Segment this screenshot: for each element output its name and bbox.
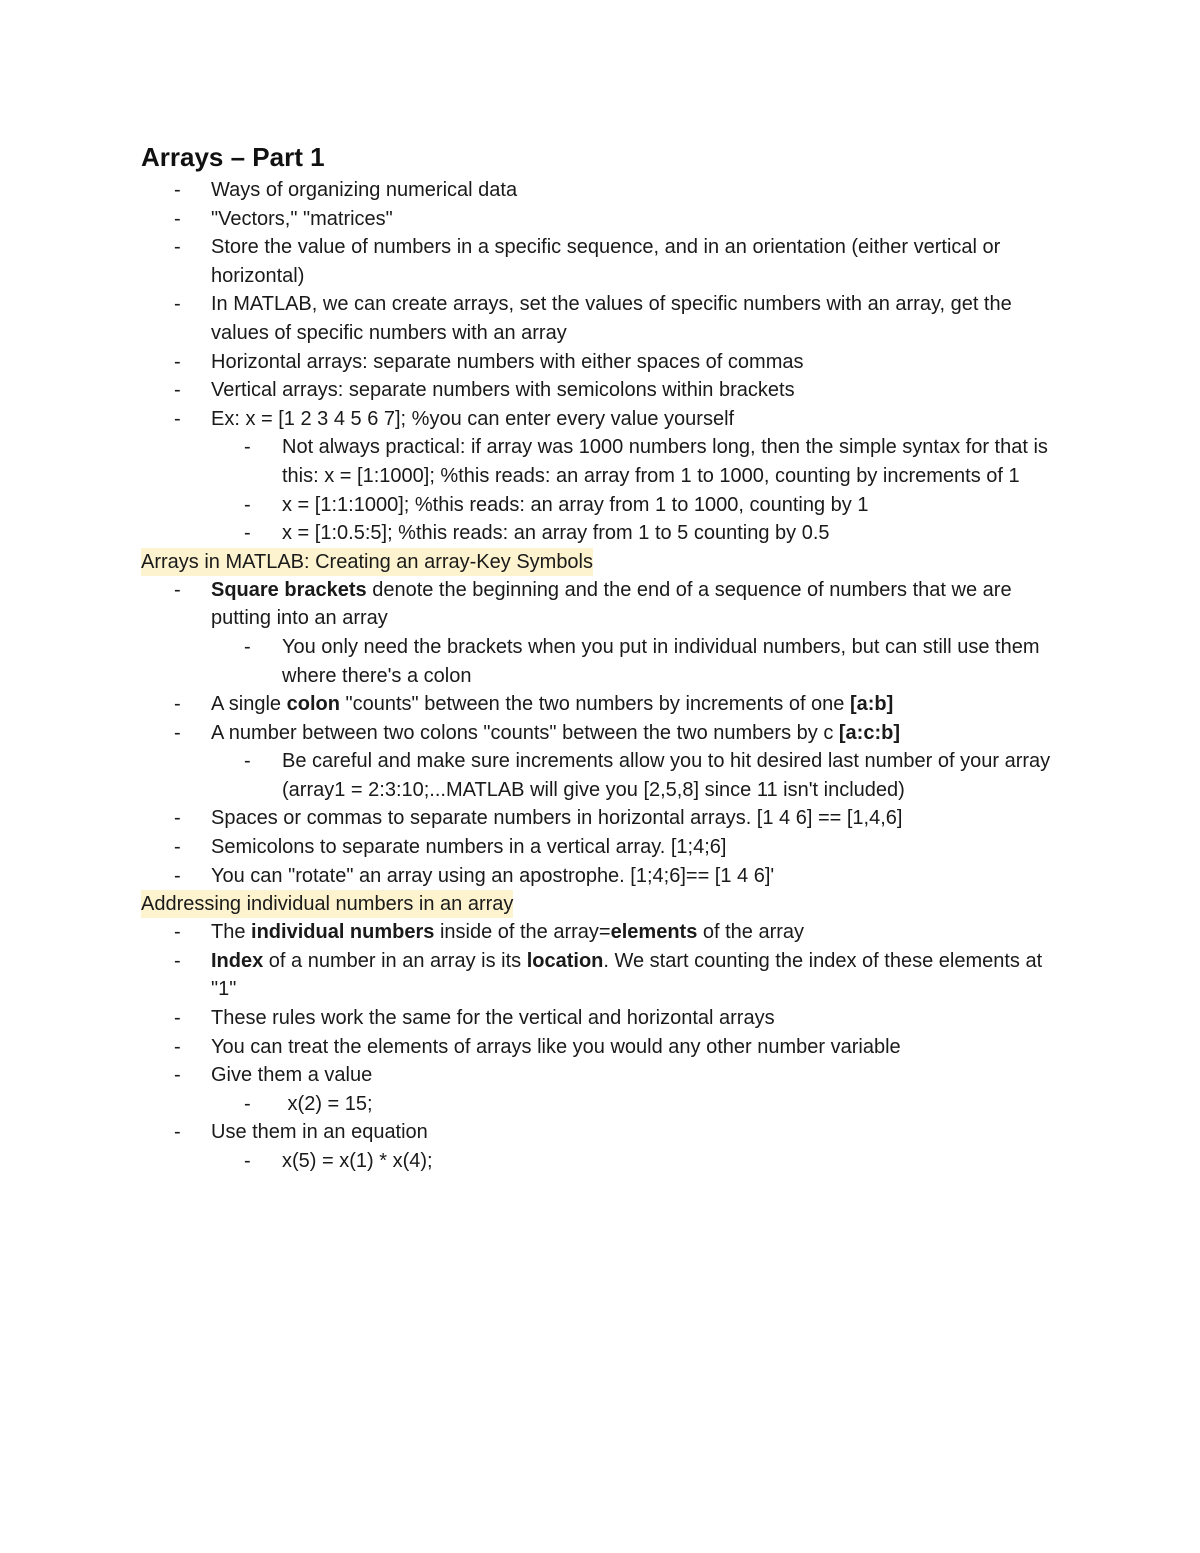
list-item: - Semicolons to separate numbers in a vertical array. [1;4;6] (141, 833, 1061, 862)
list-item-text: Ex: x = [1 2 3 4 5 6 7]; %you can enter every value yourself (211, 407, 735, 430)
list-item: - Horizontal arrays: separate numbers with either spaces of commas (141, 348, 1061, 377)
section1-list (141, 176, 1061, 548)
sub-list-item: - You only need the brackets when you put in individual numbers, but can still use them where there's a colon (211, 633, 1061, 690)
list-item-text: of a number in an array is its (263, 949, 527, 972)
sub-list-item: - x(5) = x(1) * x(4); (211, 1147, 1061, 1176)
list-item (141, 719, 1061, 805)
section2-heading-wrap (141, 548, 1061, 576)
list-item: - Ways of organizing numerical data (141, 176, 1061, 205)
sub-list-item: - x = [1:0.5:5]; %this reads: an array from 1 to 5 counting by 0.5 (211, 519, 1061, 548)
list-item: - "Vectors," "matrices" (141, 205, 1061, 234)
section-heading-creating-arrays: Arrays in MATLAB: Creating an array-Key Symbols (141, 548, 593, 576)
list-item-text: of the array (697, 921, 805, 944)
list-item: - Vertical arrays: separate numbers with semicolons within brackets (141, 376, 1061, 405)
list-item (141, 1118, 1061, 1175)
bold-term: individual numbers (251, 921, 435, 944)
list-item (141, 947, 1061, 1004)
bold-term: elements (610, 921, 698, 944)
sub-list (211, 1090, 1061, 1119)
sub-list-item: - x = [1:1:1000]; %this reads: an array from 1 to 1000, counting by 1 (211, 491, 1061, 520)
sub-list (211, 1147, 1061, 1176)
code-term: [a:c:b] (838, 721, 900, 744)
list-item-text: Use them in an equation (211, 1121, 428, 1144)
list-item: - In MATLAB, we can create arrays, set the values of specific numbers with an array, get the values of specific numbers with an array (141, 290, 1061, 347)
sub-list-item: - Be careful and make sure increments allow you to hit desired last number of your array (array1 = 2:3:10;...MATLAB will give you [2,5,8] since 11 isn't included) (211, 747, 1061, 804)
page-title: Arrays – Part 1 (141, 142, 325, 172)
list-item: - These rules work the same for the vertical and horizontal arrays (141, 1004, 1061, 1033)
list-item (141, 1061, 1061, 1118)
bold-term: Square brackets (211, 578, 367, 601)
document-page (141, 140, 1061, 1176)
section3-list (141, 918, 1061, 1175)
sub-list-item: - x(2) = 15; (211, 1090, 1061, 1119)
list-item: - You can treat the elements of arrays like you would any other number variable (141, 1033, 1061, 1062)
list-item-text: inside of the array= (434, 921, 611, 944)
sub-list-item: - Not always practical: if array was 1000 numbers long, then the simple syntax for that is this: x = [1:1000]; %this reads: an array from 1 to 1000, counting by increments of 1 (211, 433, 1061, 490)
list-item (141, 405, 1061, 548)
bold-term: location (526, 949, 604, 972)
list-item (141, 918, 1061, 947)
section3-heading-wrap (141, 890, 1061, 918)
list-item-text: "counts" between the two numbers by increments of one (339, 693, 850, 716)
list-item (141, 690, 1061, 719)
sub-list (211, 433, 1061, 547)
list-item: - Spaces or commas to separate numbers in horizontal arrays. [1 4 6] == [1,4,6] (141, 804, 1061, 833)
list-item: - Store the value of numbers in a specific sequence, and in an orientation (either vertical or horizontal) (141, 233, 1061, 290)
sub-list (211, 747, 1061, 804)
list-item-text: denote the beginning and the end of a sequence of numbers that we are putting into an array (211, 578, 1012, 630)
list-item-text: . We start counting the index of these elements at "1" (211, 949, 1043, 1001)
bold-term: Index (211, 949, 264, 972)
list-item (141, 576, 1061, 690)
list-item-text: A single (211, 693, 287, 716)
list-item: - You can "rotate" an array using an apostrophe. [1;4;6]== [1 4 6]' (141, 862, 1061, 891)
list-item-text: A number between two colons "counts" between the two numbers by c (211, 721, 839, 744)
code-term: [a:b] (849, 693, 894, 716)
list-item-text: The (211, 921, 252, 944)
list-item-text: Give them a value (211, 1064, 373, 1087)
sub-list (211, 633, 1061, 690)
section2-list (141, 576, 1061, 891)
section-heading-addressing: Addressing individual numbers in an array (141, 890, 513, 918)
bold-term: colon (286, 693, 340, 716)
